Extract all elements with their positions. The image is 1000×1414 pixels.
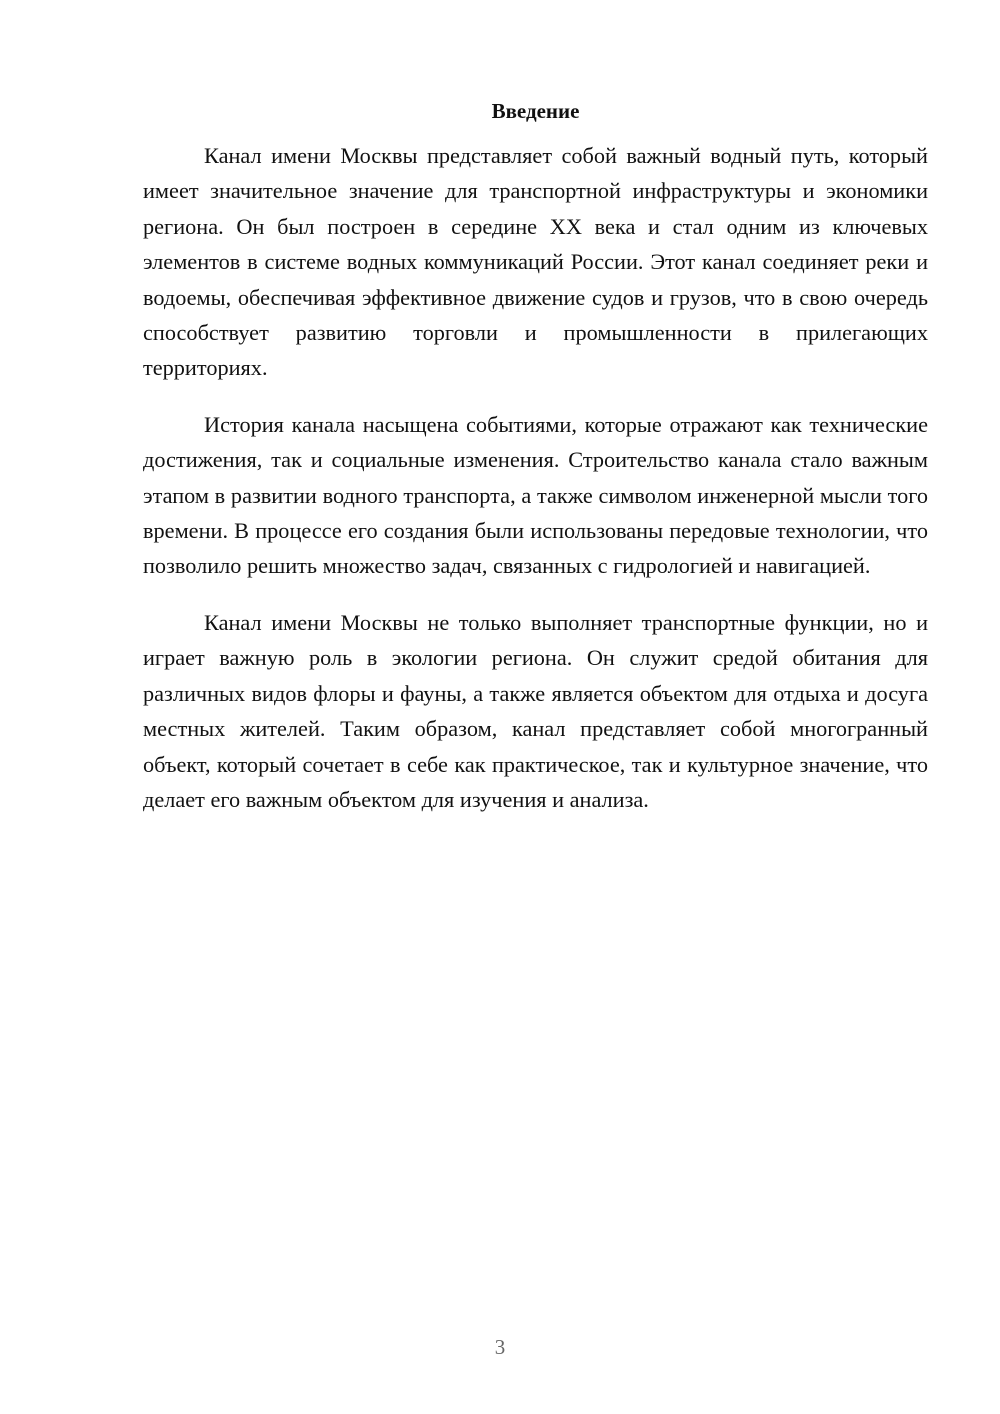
paragraph-2: История канала насыщена событиями, которые отражают как технические достижения, так и социальные изменения. Строительство канала стало важным этапом в развитии водного транспорта, а также символом инженерной мысли того времени. В процессе его создания были использованы передовые технологии, что позволило решить множество задач, связанных с гидрологией и навигацией.	[143, 411, 928, 579]
paragraph-1: Канал имени Москвы представляет собой важный водный путь, который имеет значительное значение для транспортной инфраструктуры и экономики региона. Он был построен в середине XX века и стал одним из ключевых элементов в системе водных коммуникаций России. Этот канал соединяет реки и водоемы, обеспечивая эффективное движение судов и грузов, что в свою очередь способствует развитию торговли и промышленности в прилегающих территориях.	[143, 143, 928, 381]
page-content	[143, 96, 928, 838]
page-number: 3	[494, 1335, 506, 1359]
paragraph-3: Канал имени Москвы не только выполняет транспортные функции, но и играет важную роль в экологии региона. Он служит средой обитания для различных видов флоры и фауны, а также является объектом для отдыха и досуга местных жителей. Таким образом, канал представляет собой многогранный объект, который сочетает в себе как практическое, так и культурное значение, что делает его важным объектом для изучения и анализа.	[143, 609, 928, 812]
section-heading: Введение	[491, 99, 580, 123]
